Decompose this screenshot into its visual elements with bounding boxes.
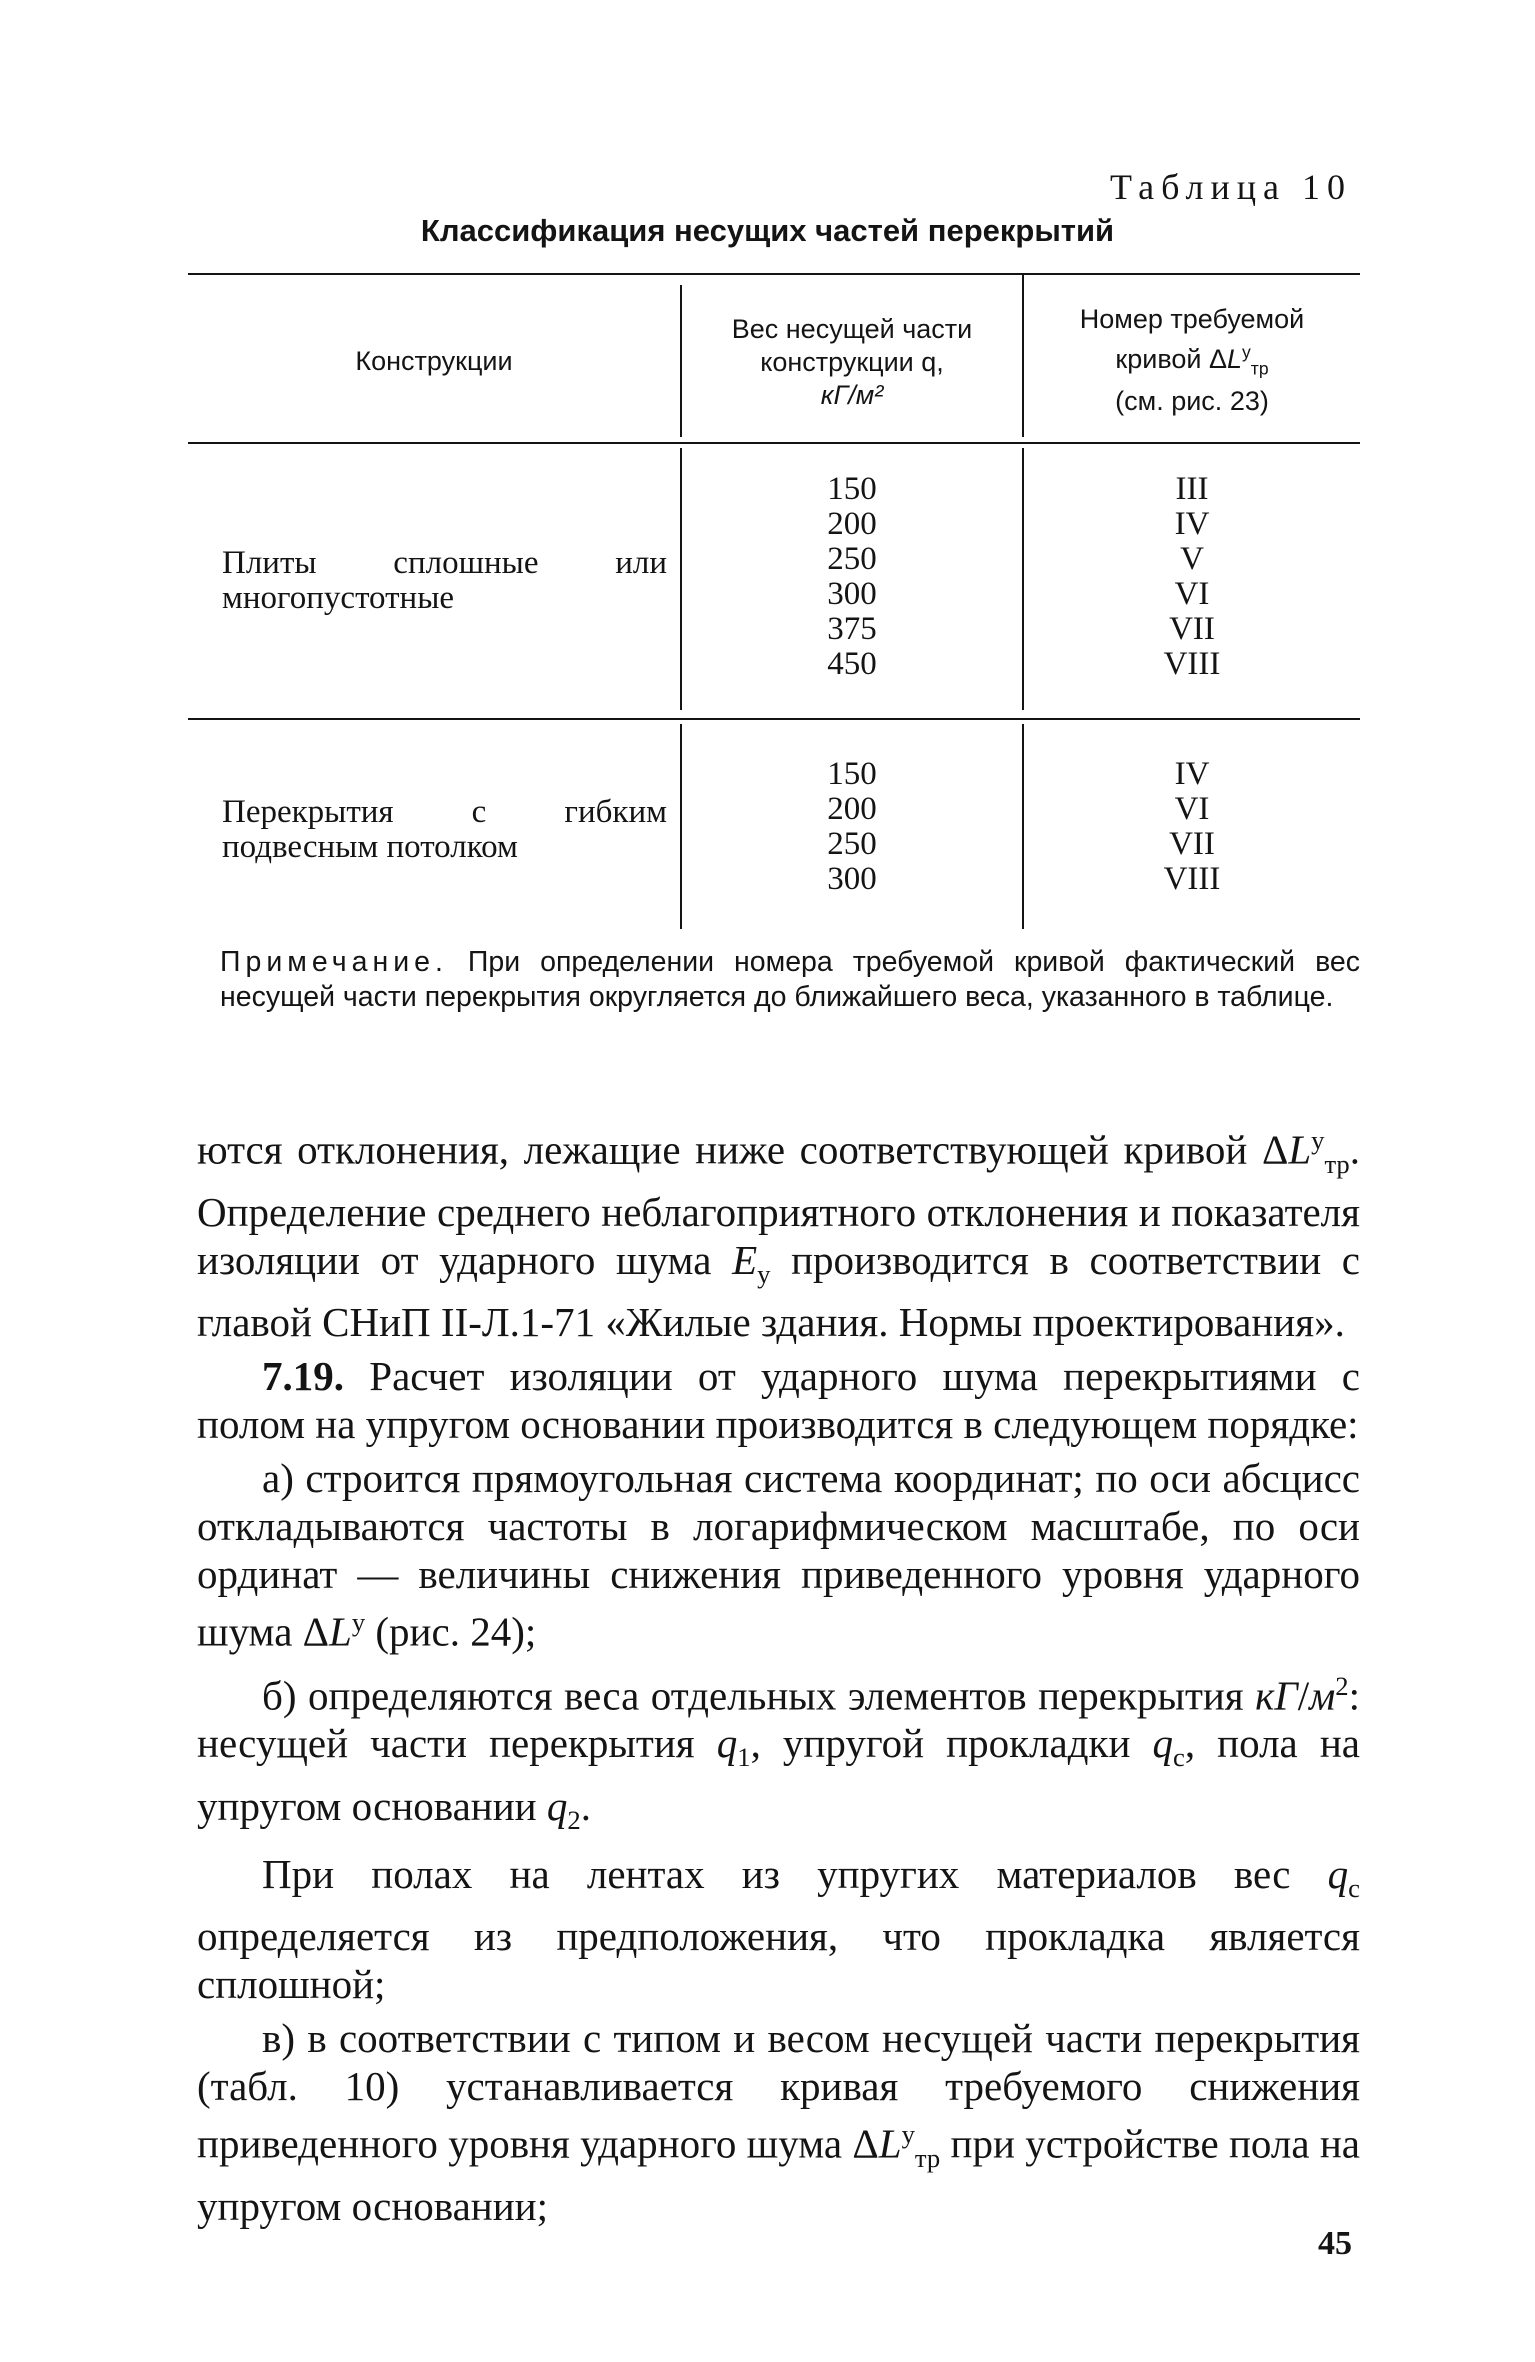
- page-number: 45: [1318, 2225, 1352, 2262]
- row-curves: [1024, 757, 1360, 897]
- curve-cell: VII: [1169, 826, 1215, 862]
- weight-cell: 250: [827, 826, 877, 862]
- paragraph: б) определяются веса отдельных элементов перекрытия $кГ/м^2$: несущей части перекрытия $q_1$, упругой прокладки $q_c$, пола на упругом основании $q_2$.: [197, 1670, 1360, 1835]
- table-label: Таблица 10: [1110, 167, 1352, 207]
- header-curve-line: кривой $\Delta L^у_{тр}$: [1115, 342, 1269, 379]
- header-weight-line: кГ/м²: [820, 380, 884, 410]
- curve-cell: VI: [1174, 791, 1210, 827]
- header-curve: [1024, 303, 1360, 418]
- header-weight-line: конструкции q,: [760, 347, 944, 377]
- table-note: [220, 945, 1360, 1015]
- table-top-rule: [188, 273, 1360, 275]
- weight-cell: 200: [827, 506, 877, 542]
- note-label: Примечание.: [220, 946, 448, 978]
- curve-cell: III: [1175, 471, 1209, 507]
- row-construction: Плиты сплошные или многопустотные: [222, 545, 667, 616]
- paragraph: а) строится прямоугольная система координат; по оси абсцисс откладываются частоты в логарифмическом масштабе, по оси ординат — величины снижения приведенного уровня ударного шума $\Delta L^у$ (рис. 24);: [197, 1455, 1360, 1655]
- row-weights: [682, 757, 1022, 897]
- paragraph: в) в соответствии с типом и весом несущей части перекрытия (табл. 10) устанавливается кривая требуемого снижения приведенного уровня ударного шума $\Delta L^у_{тр}$ при устройстве пола на упругом основании;: [197, 2014, 1360, 2229]
- note-text: При определении номера требуемой кривой фактический вес несущей части перекрытия округляется до ближайшего веса, указанного в таблице.: [220, 946, 1361, 1013]
- header-curve-line: (см. рис. 23): [1115, 386, 1269, 417]
- weight-cell: 300: [827, 861, 877, 897]
- weight-cell: 150: [827, 756, 877, 792]
- row-curves: [1024, 472, 1360, 682]
- curve-cell: VII: [1169, 611, 1215, 647]
- curve-cell: VIII: [1163, 646, 1221, 682]
- header-curve-line: Номер требуемой: [1079, 304, 1305, 334]
- table-row-rule: [188, 718, 1360, 720]
- header-constructions: Конструкции: [355, 346, 513, 376]
- paragraph: При полах на лентах из упругих материалов вес $q_c$ определяется из предположения, что прокладка является сплошной;: [197, 1850, 1360, 2007]
- curve-cell: VIII: [1163, 861, 1221, 897]
- curve-cell: IV: [1174, 756, 1210, 792]
- curve-cell: IV: [1174, 506, 1210, 542]
- paragraph-text: Расчет изоляции от ударного шума перекрытиями с полом на упругом основании производится в следующем порядке:: [197, 1353, 1361, 1448]
- row-weights: [682, 472, 1022, 682]
- weight-cell: 150: [827, 471, 877, 507]
- weight-cell: 300: [827, 576, 877, 612]
- curve-cell: VI: [1174, 576, 1210, 612]
- row-construction: Перекрытия с гибким подвесным потолком: [222, 794, 667, 865]
- weight-cell: 250: [827, 541, 877, 577]
- weight-cell: 375: [827, 611, 877, 647]
- header-weight: [682, 313, 1022, 412]
- weight-cell: 200: [827, 791, 877, 827]
- table-title: Классификация несущих частей перекрытий: [420, 213, 1115, 248]
- section-number: 7.19.: [262, 1353, 344, 1400]
- curve-cell: V: [1180, 541, 1204, 577]
- paragraph: [197, 1352, 1360, 1448]
- weight-cell: 450: [827, 646, 877, 682]
- table-header-rule: [188, 442, 1360, 444]
- header-weight-line: Вес несущей части: [731, 314, 973, 344]
- body-text: [197, 1116, 1360, 2236]
- paragraph: ются отклонения, лежащие ниже соответствующей кривой $\Delta L^у_{тр}$. Определение среднего неблагоприятного отклонения и показателя изоляции от ударного шума $E_у$ производится в соответствии с главой СНиП II-Л.1-71 «Жилые здания. Нормы проектирования».: [197, 1125, 1360, 1346]
